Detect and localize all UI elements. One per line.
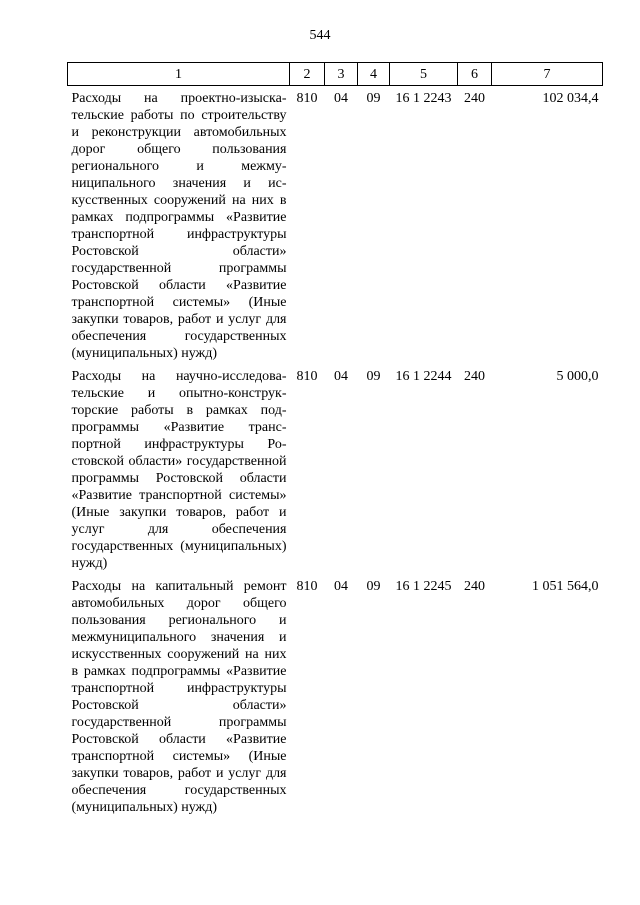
table-row: [68, 86, 603, 369]
column-header-7: 7: [492, 63, 603, 86]
expense-description: Расходы на капитальный ремонт автомобильных дорог общего пользования регионального и межмуниципального значения и искусственных сооружений на них в рамках подпрограммы «Развитие транспортной инфраструктуры Ростовской области» государственной программы Ростовской области «Развитие транспортной системы» (Иные закупки товаров, работ и услуг для обеспечения государственных (муниципальных) нужд): [71, 579, 287, 815]
subsection-code: 09: [366, 91, 381, 106]
section-code: 04: [334, 579, 348, 594]
amount-value: 5 000,0: [556, 369, 599, 384]
amount-value: 102 034,4: [542, 91, 599, 106]
target-item-code: 16 1 2244: [395, 369, 452, 384]
ministry-code: 810: [296, 579, 318, 594]
subsection-code: 09: [366, 579, 381, 594]
header-row: [68, 63, 603, 86]
column-header-3: 3: [325, 63, 358, 86]
expense-type-code: 240: [464, 369, 485, 384]
table-row: [68, 578, 603, 822]
ministry-code: 810: [296, 369, 318, 384]
target-item-code: 16 1 2243: [395, 91, 452, 106]
expense-type-code: 240: [464, 579, 485, 594]
subsection-code: 09: [366, 369, 381, 384]
budget-table: [67, 62, 603, 822]
column-header-2: 2: [290, 63, 325, 86]
amount-value: 1 051 564,0: [532, 579, 599, 594]
section-code: 04: [334, 369, 348, 384]
page-number: 544: [309, 28, 331, 43]
expense-description: Расходы на научно-исследовательские и опытно-конструкторские работы в рамках подпрограммы «Развитие транспортной инфраструктуры Ростовской области» государственной программы Ростовской области «Развитие транспортной системы» (Иные закупки товаров, работ и услуг для обеспечения государственных (муниципальных) нужд): [71, 369, 287, 571]
column-header-1: 1: [68, 63, 290, 86]
section-code: 04: [334, 91, 348, 106]
table-row: [68, 368, 603, 578]
column-header-6: 6: [458, 63, 492, 86]
ministry-code: 810: [296, 91, 318, 106]
column-header-5: 5: [390, 63, 458, 86]
target-item-code: 16 1 2245: [395, 579, 452, 594]
column-header-4: 4: [358, 63, 390, 86]
expense-description: Расходы на проектно-изыскательские работы по строительству и реконструкции автомобильных дорог общего пользования регионального и межмуниципального значения и искусственных сооружений на них в рамках подпрограммы «Развитие транспортной инфраструктуры Ростовской области» государственной программы Ростовской области «Развитие транспортной системы» (Иные закупки товаров, работ и услуг для обеспечения государственных (муниципальных) нужд): [71, 91, 287, 361]
expense-type-code: 240: [464, 91, 485, 106]
